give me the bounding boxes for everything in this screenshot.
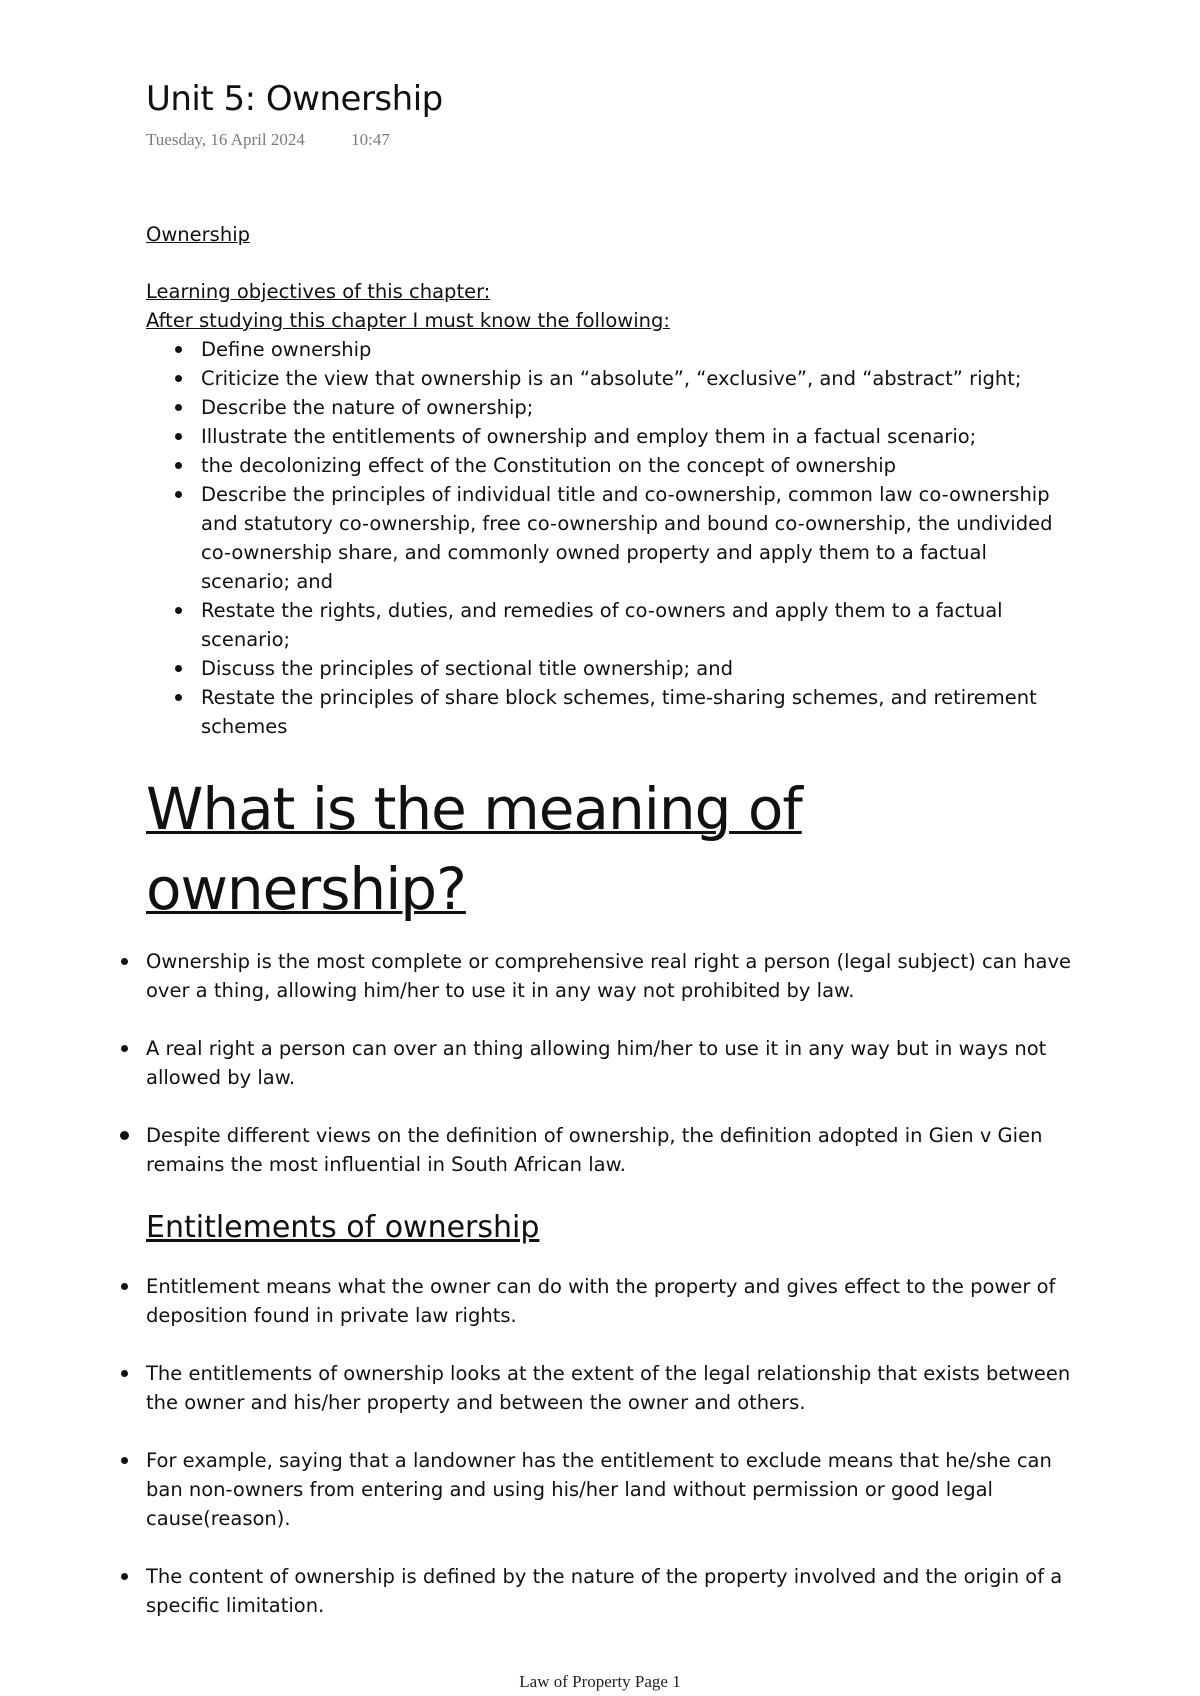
list-item: The entitlements of ownership looks at the extent of the legal relationship that exists between the owner and his/her property and between the owner and others. <box>146 1359 1076 1417</box>
list-item: Despite different views on the definition of ownership, the definition adopted in Gien v Gien remains the most influential in South African law. <box>146 1121 1076 1179</box>
list-item: The content of ownership is defined by the nature of the property involved and the origin of a specific limitation. <box>146 1562 1076 1620</box>
objectives-heading-line-1: Learning objectives of this chapter: <box>146 280 491 303</box>
section-label: Ownership <box>146 223 250 246</box>
meaning-points-list <box>146 947 1076 1179</box>
objectives-heading-line-2: After studying this chapter I must know the following: <box>146 309 670 332</box>
list-item: A real right a person can over an thing allowing him/her to use it in any way but in ways not allowed by law. <box>146 1034 1076 1092</box>
page-title: Unit 5: Ownership <box>146 79 443 119</box>
note-time: 10:47 <box>351 130 390 149</box>
list-item: Restate the rights, duties, and remedies of co-owners and apply them to a factual scenario; <box>201 596 1076 654</box>
entitlements-heading: Entitlements of ownership <box>146 1210 540 1245</box>
list-item: Restate the principles of share block schemes, time-sharing schemes, and retirement schemes <box>201 683 1076 741</box>
list-item: the decolonizing effect of the Constitution on the concept of ownership <box>201 451 1076 480</box>
entitlements-points-list <box>146 1272 1076 1620</box>
note-timestamp <box>146 130 432 150</box>
list-item: Discuss the principles of sectional title ownership; and <box>201 654 1076 683</box>
list-item: Illustrate the entitlements of ownership and employ them in a factual scenario; <box>201 422 1076 451</box>
objectives-list <box>146 335 1076 741</box>
note-date: Tuesday, 16 April 2024 <box>146 130 305 149</box>
list-item: Describe the principles of individual title and co-ownership, common law co-ownership and statutory co-ownership, free co-ownership and bound co-ownership, the undivided co-ownership share, and commonly owned property and apply them to a factual scenario; and <box>201 480 1076 596</box>
list-item: Define ownership <box>201 335 1076 364</box>
note-body <box>146 220 1076 1649</box>
page-footer: Law of Property Page 1 <box>519 1672 681 1691</box>
objectives-heading <box>146 277 1076 335</box>
list-item: Criticize the view that ownership is an “absolute”, “exclusive”, and “abstract” right; <box>201 364 1076 393</box>
list-item: For example, saying that a landowner has the entitlement to exclude means that he/she can ban non-owners from entering and using his/her land without permission or good legal cause(reason). <box>146 1446 1076 1533</box>
meaning-heading: What is the meaning of ownership? <box>146 775 802 923</box>
list-item: Entitlement means what the owner can do with the property and gives effect to the power of deposition found in private law rights. <box>146 1272 1076 1330</box>
list-item: Describe the nature of ownership; <box>201 393 1076 422</box>
list-item: Ownership is the most complete or comprehensive real right a person (legal subject) can have over a thing, allowing him/her to use it in any way not prohibited by law. <box>146 947 1076 1005</box>
